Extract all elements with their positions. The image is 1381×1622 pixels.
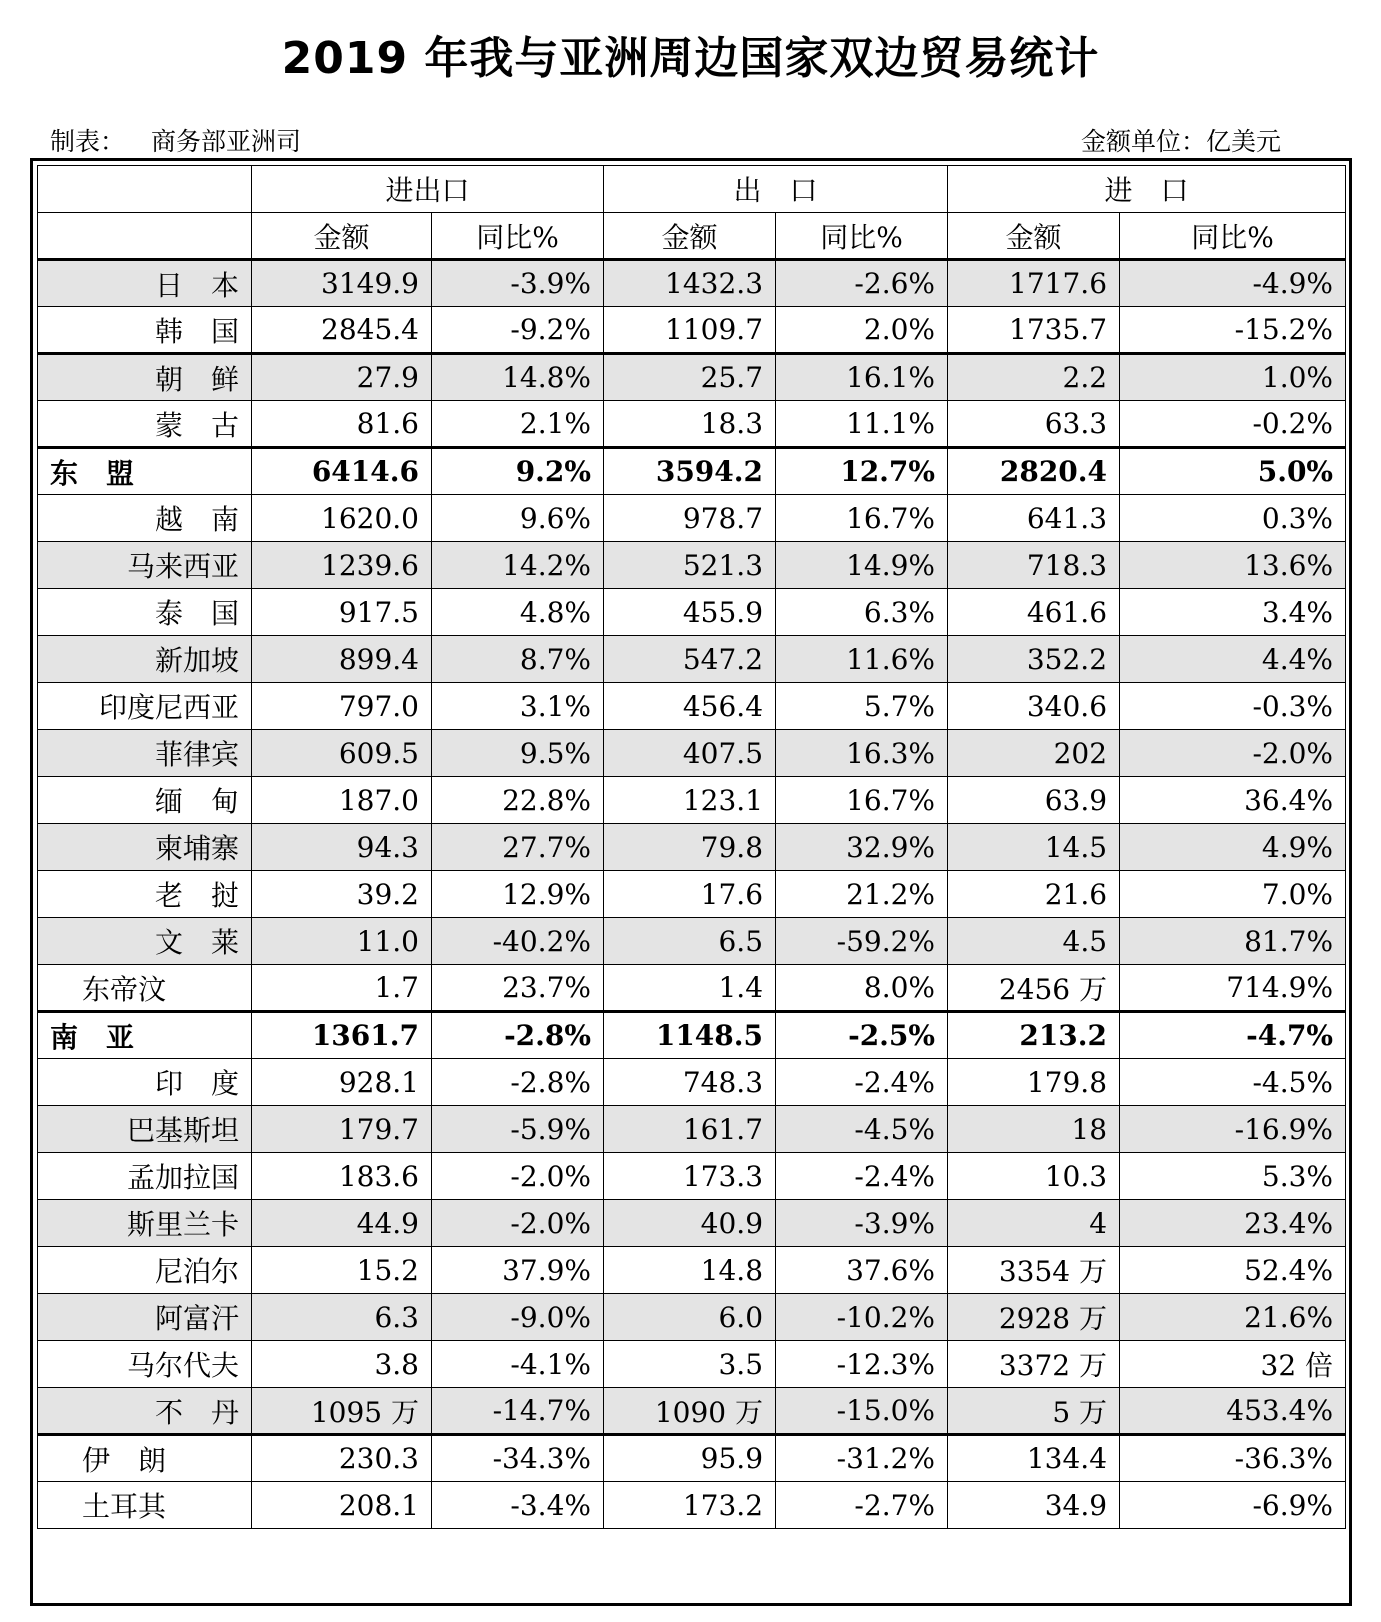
- country-name: 东帝汶: [38, 965, 252, 1012]
- export-yoy: 12.7%: [776, 448, 948, 495]
- import-yoy: 5.3%: [1120, 1153, 1346, 1200]
- total-amount: 2845.4: [252, 307, 432, 354]
- total-amount: 11.0: [252, 918, 432, 965]
- table-row: [38, 1482, 1346, 1529]
- table-row: [38, 1059, 1346, 1106]
- amount-unit: 金额单位：亿美元: [1080, 127, 1281, 156]
- import-amount: 4: [948, 1200, 1120, 1247]
- export-yoy: 37.6%: [776, 1247, 948, 1294]
- import-yoy: 1.0%: [1120, 354, 1346, 401]
- export-amount: 547.2: [604, 636, 776, 683]
- import-yoy: 4.9%: [1120, 824, 1346, 871]
- header-amount: 金额: [604, 213, 776, 260]
- export-yoy: -2.4%: [776, 1059, 948, 1106]
- total-amount: 27.9: [252, 354, 432, 401]
- total-amount: 899.4: [252, 636, 432, 683]
- export-yoy: 2.0%: [776, 307, 948, 354]
- total-amount: 208.1: [252, 1482, 432, 1529]
- total-amount: 39.2: [252, 871, 432, 918]
- export-amount: 95.9: [604, 1435, 776, 1482]
- country-name: 东 盟: [38, 448, 252, 495]
- table-row: [38, 824, 1346, 871]
- country-name: 斯里兰卡: [38, 1200, 252, 1247]
- import-amount: 179.8: [948, 1059, 1120, 1106]
- export-amount: 161.7: [604, 1106, 776, 1153]
- country-name: 孟加拉国: [38, 1153, 252, 1200]
- export-amount: 173.2: [604, 1482, 776, 1529]
- import-yoy: 13.6%: [1120, 542, 1346, 589]
- total-yoy: 22.8%: [432, 777, 604, 824]
- import-amount: 202: [948, 730, 1120, 777]
- total-amount: 44.9: [252, 1200, 432, 1247]
- export-amount: 1432.3: [604, 260, 776, 307]
- import-yoy: 23.4%: [1120, 1200, 1346, 1247]
- table-row: [38, 1012, 1346, 1059]
- export-yoy: -12.3%: [776, 1341, 948, 1388]
- export-amount: 25.7: [604, 354, 776, 401]
- export-amount: 3.5: [604, 1341, 776, 1388]
- import-yoy: 7.0%: [1120, 871, 1346, 918]
- table-row: [38, 1153, 1346, 1200]
- total-amount: 3149.9: [252, 260, 432, 307]
- total-amount: 917.5: [252, 589, 432, 636]
- export-yoy: 8.0%: [776, 965, 948, 1012]
- country-name: 蒙 古: [38, 401, 252, 448]
- table-row: [38, 1200, 1346, 1247]
- export-yoy: -2.5%: [776, 1012, 948, 1059]
- country-name: 韩 国: [38, 307, 252, 354]
- import-amount: 718.3: [948, 542, 1120, 589]
- export-yoy: 5.7%: [776, 683, 948, 730]
- table-row: [38, 777, 1346, 824]
- import-amount: 3372 万: [948, 1341, 1120, 1388]
- maker-label: 制表：: [50, 127, 126, 156]
- export-amount: 978.7: [604, 495, 776, 542]
- export-yoy: 14.9%: [776, 542, 948, 589]
- export-yoy: 6.3%: [776, 589, 948, 636]
- country-name: 越 南: [38, 495, 252, 542]
- total-amount: 81.6: [252, 401, 432, 448]
- import-amount: 3354 万: [948, 1247, 1120, 1294]
- import-amount: 213.2: [948, 1012, 1120, 1059]
- import-amount: 2.2: [948, 354, 1120, 401]
- total-yoy: 9.2%: [432, 448, 604, 495]
- export-amount: 14.8: [604, 1247, 776, 1294]
- import-yoy: -4.5%: [1120, 1059, 1346, 1106]
- export-amount: 455.9: [604, 589, 776, 636]
- total-yoy: -3.9%: [432, 260, 604, 307]
- import-yoy: -16.9%: [1120, 1106, 1346, 1153]
- import-yoy: -4.7%: [1120, 1012, 1346, 1059]
- table-maker: [50, 122, 301, 158]
- table-row: [38, 1388, 1346, 1435]
- total-yoy: 2.1%: [432, 401, 604, 448]
- total-yoy: -2.0%: [432, 1153, 604, 1200]
- total-amount: 179.7: [252, 1106, 432, 1153]
- total-yoy: 14.8%: [432, 354, 604, 401]
- import-yoy: -36.3%: [1120, 1435, 1346, 1482]
- total-yoy: 9.6%: [432, 495, 604, 542]
- import-amount: 5 万: [948, 1388, 1120, 1435]
- total-yoy: -9.0%: [432, 1294, 604, 1341]
- total-amount: 230.3: [252, 1435, 432, 1482]
- total-amount: 1620.0: [252, 495, 432, 542]
- header-imports: 进 口: [948, 166, 1346, 213]
- import-yoy: 453.4%: [1120, 1388, 1346, 1435]
- export-amount: 1109.7: [604, 307, 776, 354]
- export-yoy: 32.9%: [776, 824, 948, 871]
- export-amount: 79.8: [604, 824, 776, 871]
- total-amount: 183.6: [252, 1153, 432, 1200]
- country-name: 印 度: [38, 1059, 252, 1106]
- import-yoy: 81.7%: [1120, 918, 1346, 965]
- import-amount: 21.6: [948, 871, 1120, 918]
- table-row: [38, 260, 1346, 307]
- import-amount: 18: [948, 1106, 1120, 1153]
- country-name: 缅 甸: [38, 777, 252, 824]
- country-name: 泰 国: [38, 589, 252, 636]
- export-amount: 1090 万: [604, 1388, 776, 1435]
- total-amount: 6414.6: [252, 448, 432, 495]
- table-row: [38, 307, 1346, 354]
- country-name: 马来西亚: [38, 542, 252, 589]
- country-name: 巴基斯坦: [38, 1106, 252, 1153]
- export-yoy: 16.3%: [776, 730, 948, 777]
- export-yoy: 16.1%: [776, 354, 948, 401]
- import-amount: 2456 万: [948, 965, 1120, 1012]
- export-yoy: -31.2%: [776, 1435, 948, 1482]
- import-yoy: -0.2%: [1120, 401, 1346, 448]
- total-amount: 94.3: [252, 824, 432, 871]
- table-row: [38, 589, 1346, 636]
- total-yoy: 9.5%: [432, 730, 604, 777]
- export-yoy: 11.6%: [776, 636, 948, 683]
- header-yoy: 同比%: [776, 213, 948, 260]
- import-yoy: -6.9%: [1120, 1482, 1346, 1529]
- table-row: [38, 636, 1346, 683]
- country-name: 日 本: [38, 260, 252, 307]
- total-amount: 1095 万: [252, 1388, 432, 1435]
- total-amount: 928.1: [252, 1059, 432, 1106]
- import-yoy: 5.0%: [1120, 448, 1346, 495]
- total-yoy: -3.4%: [432, 1482, 604, 1529]
- country-name: 不 丹: [38, 1388, 252, 1435]
- table-row: [38, 683, 1346, 730]
- import-amount: 14.5: [948, 824, 1120, 871]
- table-row: [38, 1247, 1346, 1294]
- import-amount: 641.3: [948, 495, 1120, 542]
- total-amount: 3.8: [252, 1341, 432, 1388]
- import-yoy: 714.9%: [1120, 965, 1346, 1012]
- export-yoy: -2.6%: [776, 260, 948, 307]
- import-yoy: -15.2%: [1120, 307, 1346, 354]
- export-amount: 1.4: [604, 965, 776, 1012]
- export-amount: 6.5: [604, 918, 776, 965]
- export-amount: 40.9: [604, 1200, 776, 1247]
- export-amount: 3594.2: [604, 448, 776, 495]
- export-yoy: 16.7%: [776, 495, 948, 542]
- total-yoy: 27.7%: [432, 824, 604, 871]
- export-amount: 748.3: [604, 1059, 776, 1106]
- total-yoy: 4.8%: [432, 589, 604, 636]
- total-yoy: 23.7%: [432, 965, 604, 1012]
- export-amount: 123.1: [604, 777, 776, 824]
- header-amount: 金额: [252, 213, 432, 260]
- total-amount: 1.7: [252, 965, 432, 1012]
- header-corner: [38, 166, 252, 213]
- total-yoy: -2.0%: [432, 1200, 604, 1247]
- country-name: 朝 鲜: [38, 354, 252, 401]
- header-amount: 金额: [948, 213, 1120, 260]
- country-name: 文 莱: [38, 918, 252, 965]
- export-yoy: -15.0%: [776, 1388, 948, 1435]
- total-yoy: -40.2%: [432, 918, 604, 965]
- import-yoy: 4.4%: [1120, 636, 1346, 683]
- table-row: [38, 401, 1346, 448]
- import-yoy: 21.6%: [1120, 1294, 1346, 1341]
- export-amount: 6.0: [604, 1294, 776, 1341]
- country-name: 马尔代夫: [38, 1341, 252, 1388]
- total-amount: 797.0: [252, 683, 432, 730]
- import-amount: 340.6: [948, 683, 1120, 730]
- country-name: 新加坡: [38, 636, 252, 683]
- table-row: [38, 1294, 1346, 1341]
- header-total-trade: 进出口: [252, 166, 604, 213]
- total-amount: 1239.6: [252, 542, 432, 589]
- import-amount: 2820.4: [948, 448, 1120, 495]
- import-yoy: -4.9%: [1120, 260, 1346, 307]
- total-amount: 6.3: [252, 1294, 432, 1341]
- page-title: 2019 年我与亚洲周边国家双边贸易统计: [281, 33, 1100, 84]
- header-exports: 出 口: [604, 166, 948, 213]
- table-row: [38, 448, 1346, 495]
- total-yoy: 14.2%: [432, 542, 604, 589]
- country-name: 尼泊尔: [38, 1247, 252, 1294]
- table-row: [38, 871, 1346, 918]
- total-yoy: 12.9%: [432, 871, 604, 918]
- export-yoy: -2.7%: [776, 1482, 948, 1529]
- table-row: [38, 1106, 1346, 1153]
- import-yoy: 0.3%: [1120, 495, 1346, 542]
- total-yoy: -9.2%: [432, 307, 604, 354]
- export-amount: 18.3: [604, 401, 776, 448]
- export-yoy: -2.4%: [776, 1153, 948, 1200]
- import-amount: 461.6: [948, 589, 1120, 636]
- total-amount: 609.5: [252, 730, 432, 777]
- country-name: 柬埔寨: [38, 824, 252, 871]
- import-amount: 134.4: [948, 1435, 1120, 1482]
- import-yoy: 36.4%: [1120, 777, 1346, 824]
- import-amount: 2928 万: [948, 1294, 1120, 1341]
- country-name: 土耳其: [38, 1482, 252, 1529]
- table-row: [38, 495, 1346, 542]
- country-name: 南 亚: [38, 1012, 252, 1059]
- total-yoy: 8.7%: [432, 636, 604, 683]
- header-yoy: 同比%: [432, 213, 604, 260]
- export-yoy: 11.1%: [776, 401, 948, 448]
- export-yoy: -3.9%: [776, 1200, 948, 1247]
- import-yoy: 3.4%: [1120, 589, 1346, 636]
- table-row: [38, 965, 1346, 1012]
- header-yoy: 同比%: [1120, 213, 1346, 260]
- export-yoy: -4.5%: [776, 1106, 948, 1153]
- import-amount: 1717.6: [948, 260, 1120, 307]
- total-yoy: -2.8%: [432, 1059, 604, 1106]
- maker-value: 商务部亚洲司: [151, 127, 302, 156]
- total-amount: 1361.7: [252, 1012, 432, 1059]
- table-row: [38, 542, 1346, 589]
- export-amount: 1148.5: [604, 1012, 776, 1059]
- country-name: 阿富汗: [38, 1294, 252, 1341]
- export-yoy: -10.2%: [776, 1294, 948, 1341]
- country-name: 老 挝: [38, 871, 252, 918]
- total-amount: 15.2: [252, 1247, 432, 1294]
- table-row: [38, 354, 1346, 401]
- export-yoy: -59.2%: [776, 918, 948, 965]
- total-yoy: -4.1%: [432, 1341, 604, 1388]
- trade-table: [37, 165, 1346, 1529]
- total-yoy: -5.9%: [432, 1106, 604, 1153]
- table-row: [38, 730, 1346, 777]
- header-row-sub: [38, 213, 1346, 260]
- total-yoy: -34.3%: [432, 1435, 604, 1482]
- import-yoy: 32 倍: [1120, 1341, 1346, 1388]
- total-yoy: -14.7%: [432, 1388, 604, 1435]
- import-amount: 10.3: [948, 1153, 1120, 1200]
- export-amount: 521.3: [604, 542, 776, 589]
- header-corner-2: [38, 213, 252, 260]
- table-row: [38, 1435, 1346, 1482]
- total-yoy: -2.8%: [432, 1012, 604, 1059]
- country-name: 印度尼西亚: [38, 683, 252, 730]
- export-yoy: 16.7%: [776, 777, 948, 824]
- import-yoy: -2.0%: [1120, 730, 1346, 777]
- total-yoy: 37.9%: [432, 1247, 604, 1294]
- export-yoy: 21.2%: [776, 871, 948, 918]
- import-amount: 34.9: [948, 1482, 1120, 1529]
- import-amount: 352.2: [948, 636, 1120, 683]
- export-amount: 456.4: [604, 683, 776, 730]
- import-amount: 4.5: [948, 918, 1120, 965]
- import-amount: 1735.7: [948, 307, 1120, 354]
- import-amount: 63.3: [948, 401, 1120, 448]
- export-amount: 17.6: [604, 871, 776, 918]
- total-yoy: 3.1%: [432, 683, 604, 730]
- total-amount: 187.0: [252, 777, 432, 824]
- import-yoy: -0.3%: [1120, 683, 1346, 730]
- trade-table-frame: [30, 158, 1352, 1606]
- import-yoy: 52.4%: [1120, 1247, 1346, 1294]
- table-row: [38, 1341, 1346, 1388]
- export-amount: 407.5: [604, 730, 776, 777]
- country-name: 菲律宾: [38, 730, 252, 777]
- import-amount: 63.9: [948, 777, 1120, 824]
- country-name: 伊 朗: [38, 1435, 252, 1482]
- header-row-groups: [38, 166, 1346, 213]
- export-amount: 173.3: [604, 1153, 776, 1200]
- table-row: [38, 918, 1346, 965]
